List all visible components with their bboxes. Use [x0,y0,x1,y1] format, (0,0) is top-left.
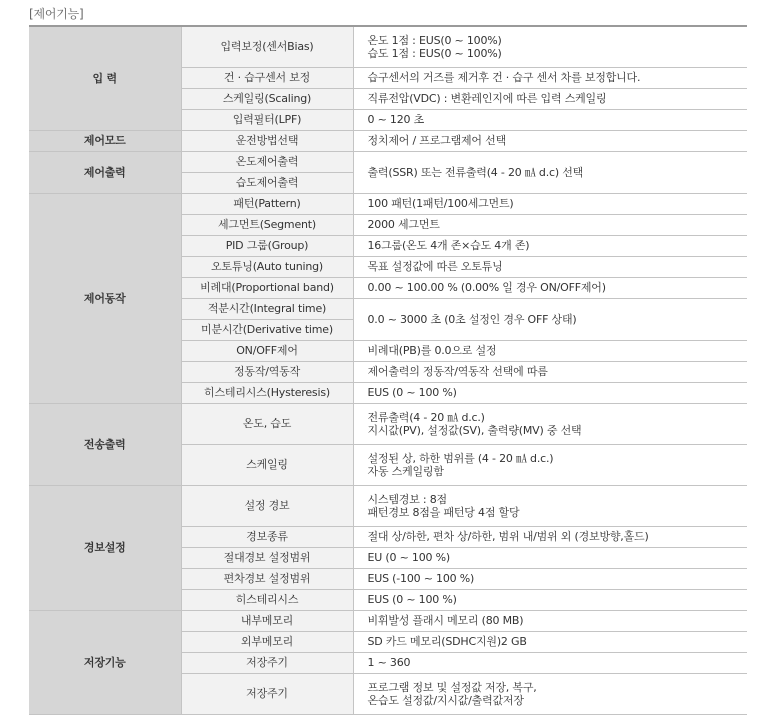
category-input: 입 력 [29,26,181,130]
item-cell: 히스테리시스(Hysteresis) [181,382,353,403]
desc-cell: 0.0 ~ 3000 초 (0초 설정인 경우 OFF 상태) [353,298,747,340]
desc-cell: 정치제어 / 프로그램제어 선택 [353,130,747,151]
desc-cell: 비례대(PB)를 0.0으로 설정 [353,340,747,361]
category-alarm-settings: 경보설정 [29,485,181,610]
item-cell: 경보종류 [181,526,353,547]
table-row [29,610,747,631]
item-cell: 온도, 습도 [181,403,353,444]
item-cell: 저장주기 [181,652,353,673]
table-row [29,26,747,67]
desc-line: 온습도 설정값/지시값/출력값저장 [367,693,524,707]
table-row [29,130,747,151]
item-cell: 내부메모리 [181,610,353,631]
spec-table [29,25,747,715]
item-cell: 스케일링(Scaling) [181,88,353,109]
desc-cell: 절대 상/하한, 편차 상/하한, 범위 내/범위 외 (경보방향,홀드) [353,526,747,547]
desc-cell: 100 패턴(1패턴/100세그먼트) [353,193,747,214]
desc-line: 온도 1점 : EUS(0 ~ 100%) [367,33,502,47]
desc-cell: 출력(SSR) 또는 전류출력(4 - 20 ㎃ d.c) 선택 [353,151,747,193]
table-row [29,193,747,214]
desc-cell: EUS (-100 ~ 100 %) [353,568,747,589]
desc-cell: 제어출력의 정동작/역동작 선택에 따름 [353,361,747,382]
category-control-mode: 제어모드 [29,130,181,151]
item-cell: PID 그룹(Group) [181,235,353,256]
desc-cell [353,26,747,67]
item-cell: 저장주기 [181,673,353,714]
section-title: [제어기능] [29,7,84,21]
item-cell: 오토튜닝(Auto tuning) [181,256,353,277]
desc-cell: EU (0 ~ 100 %) [353,547,747,568]
table-row [29,485,747,526]
item-cell: 입력필터(LPF) [181,109,353,130]
desc-cell [353,485,747,526]
desc-cell: 16그룹(온도 4개 존×습도 4개 존) [353,235,747,256]
item-cell: 비례대(Proportional band) [181,277,353,298]
desc-cell [353,444,747,485]
desc-cell: 습구센서의 거즈를 제거후 건 · 습구 센서 차를 보정합니다. [353,67,747,88]
item-cell: ON/OFF제어 [181,340,353,361]
desc-line: 전류출력(4 - 20 ㎃ d.c.) [367,410,485,424]
item-cell: 히스테리시스 [181,589,353,610]
category-storage: 저장기능 [29,610,181,714]
item-cell: 절대경보 설정범위 [181,547,353,568]
category-control-output: 제어출력 [29,151,181,193]
category-transmission-output: 전송출력 [29,403,181,485]
item-cell: 운전방법선택 [181,130,353,151]
desc-cell: 0 ~ 120 초 [353,109,747,130]
item-cell: 설정 경보 [181,485,353,526]
desc-line: 시스템경보 : 8점 [367,492,447,506]
desc-line: 습도 1점 : EUS(0 ~ 100%) [367,46,502,60]
item-cell: 패턴(Pattern) [181,193,353,214]
desc-cell: 목표 설정값에 따른 오토튜닝 [353,256,747,277]
table-row [29,403,747,444]
desc-line: 프로그램 정보 및 설정값 저장, 복구, [367,680,537,694]
item-cell: 스케일링 [181,444,353,485]
desc-cell: SD 카드 메모리(SDHC지원)2 GB [353,631,747,652]
desc-cell: 비휘발성 플래시 메모리 (80 MB) [353,610,747,631]
desc-line: 자동 스케일링함 [367,464,444,478]
item-cell: 편차경보 설정범위 [181,568,353,589]
item-cell: 적분시간(Integral time) [181,298,353,319]
item-cell: 세그먼트(Segment) [181,214,353,235]
item-cell: 건 · 습구센서 보정 [181,67,353,88]
desc-cell: 1 ~ 360 [353,652,747,673]
table-row [29,151,747,172]
item-cell: 입력보정(센서Bias) [181,26,353,67]
desc-cell: EUS (0 ~ 100 %) [353,382,747,403]
item-cell: 온도제어출력 [181,151,353,172]
item-cell: 미분시간(Derivative time) [181,319,353,340]
item-cell: 습도제어출력 [181,172,353,193]
desc-line: 지시값(PV), 설정값(SV), 출력량(MV) 중 선택 [367,423,582,437]
item-cell: 외부메모리 [181,631,353,652]
item-cell: 정동작/역동작 [181,361,353,382]
desc-cell: 0.00 ~ 100.00 % (0.00% 일 경우 ON/OFF제어) [353,277,747,298]
desc-line: 패턴경보 8점을 패턴당 4점 할당 [367,505,520,519]
desc-cell: EUS (0 ~ 100 %) [353,589,747,610]
desc-cell: 직류전압(VDC) : 변환레인지에 따른 입력 스케일링 [353,88,747,109]
desc-cell [353,673,747,714]
desc-cell [353,403,747,444]
desc-cell: 2000 세그먼트 [353,214,747,235]
desc-line: 설정된 상, 하한 범위를 (4 - 20 ㎃ d.c.) [367,451,554,465]
category-control-action: 제어동작 [29,193,181,403]
